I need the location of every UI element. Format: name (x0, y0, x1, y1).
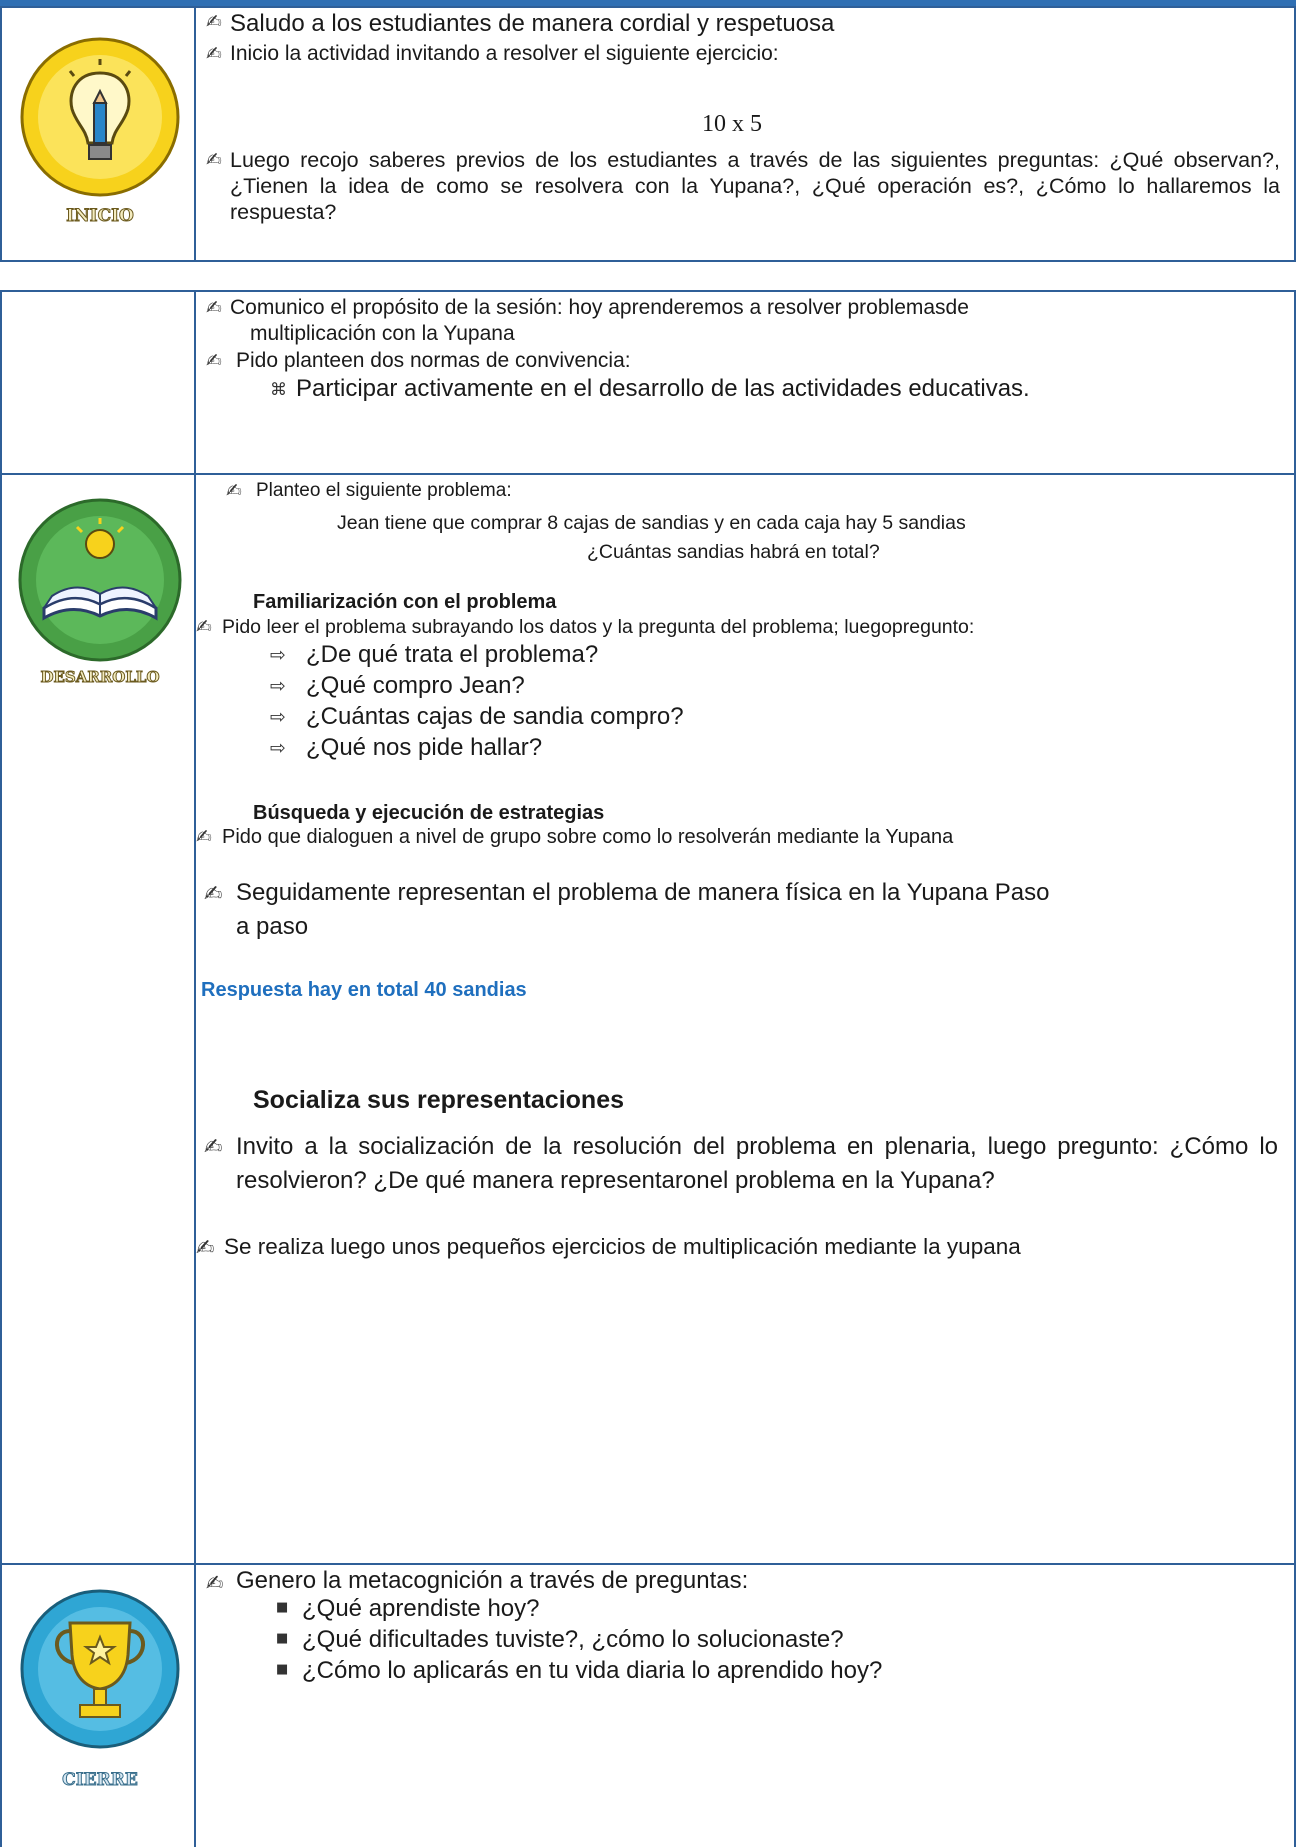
question-2: ¿Qué compro Jean? (306, 672, 525, 699)
svg-text:DESARROLLO: DESARROLLO (40, 668, 160, 684)
arrow-marker: ⇨ (270, 644, 286, 666)
question-3: ¿Cuántas cajas de sandia compro? (306, 703, 684, 730)
familiarization-title: Familiarización con el problema (253, 591, 557, 613)
strategy-dialog: Pido que dialoguen a nivel de grupo sobre como lo resolverán mediante la Yupana (222, 826, 954, 848)
inicio-greeting: Saludo a los estudiantes de manera cordial y respetuosa (230, 10, 835, 37)
pen-marker: ✍ (206, 350, 222, 372)
pen-marker: ✍ (196, 1236, 215, 1261)
square-bullet: ■ (276, 1600, 289, 1615)
pen-marker: ✍ (206, 149, 222, 171)
inicio-exercise: 10 x 5 (702, 111, 762, 137)
pen-marker: ✍ (196, 616, 212, 638)
pen-marker: ✍ (204, 882, 223, 907)
pen-marker: ✍ (204, 1135, 223, 1160)
exercises-note: Se realiza luego unos pequeños ejercicios de multiplicación mediante la yupana (224, 1234, 1021, 1259)
pen-marker: ✍ (206, 43, 222, 65)
arrow-marker: ⇨ (270, 737, 286, 759)
pen-marker: ✍ (196, 826, 212, 848)
strategy-represent-line-2: a paso (236, 913, 309, 940)
strategy-title: Búsqueda y ejecución de estrategias (253, 802, 605, 824)
strategy-represent-line-1: Seguidamente representan el problema de manera física en la Yupana Paso (236, 879, 1050, 906)
cierre-question-1: ¿Qué aprendiste hoy? (302, 1595, 540, 1622)
inicio-exercise-invite: Inicio la actividad invitando a resolver el siguiente ejercicio: (230, 42, 779, 65)
arrow-marker: ⇨ (270, 706, 286, 728)
familiarization-intro: Pido leer el problema subrayando los datos y la pregunta del problema; luegopregunto: (222, 616, 975, 638)
square-bullet: ■ (276, 1662, 289, 1677)
open-book-desarrollo-icon (14, 496, 186, 684)
question-4: ¿Qué nos pide hallar? (306, 734, 543, 761)
problem-intro: Planteo el siguiente problema: (256, 480, 512, 501)
pen-marker: ✍ (206, 1571, 224, 1595)
cierre-intro: Genero la metacognición a través de preguntas: (236, 1567, 749, 1594)
inicio-prior-knowledge: Luego recojo saberes previos de los estudiantes a través de las siguientes preguntas: ¿Qué observan?, ¿Tienen la idea de como se resolvera con la Yupana?, ¿Qué operación es?, ¿Cómo lo hallaremos la respuesta? (230, 148, 1280, 224)
purpose-line-1: Comunico el propósito de la sesión: hoy aprenderemos a resolver problemasde (230, 296, 969, 319)
question-1: ¿De qué trata el problema? (306, 641, 599, 668)
norms-intro: Pido planteen dos normas de convivencia: (236, 349, 631, 372)
pen-marker: ✍ (206, 11, 222, 33)
socialize-text: Invito a la socialización de la resolución del problema en plenaria, luego pregunto: ¿Cómo lo resolvieron? ¿De qué manera representaronel problema en la Yupana? (236, 1133, 1278, 1194)
arrow-marker: ⇨ (270, 675, 286, 697)
norm-1: Participar activamente en el desarrollo de las actividades educativas. (296, 375, 1030, 402)
purpose-line-2: multiplicación con la Yupana (250, 322, 515, 345)
problem-line-1: Jean tiene que comprar 8 cajas de sandias y en cada caja hay 5 sandias (337, 512, 966, 534)
cierre-question-2: ¿Qué dificultades tuviste?, ¿cómo lo solucionaste? (302, 1626, 844, 1653)
svg-text:CIERRE: CIERRE (62, 1770, 138, 1790)
pen-marker: ✍ (226, 480, 242, 502)
trophy-cierre-icon (16, 1585, 184, 1847)
cierre-question-3: ¿Cómo lo aplicarás en tu vida diaria lo aprendido hoy? (302, 1657, 883, 1684)
square-bullet: ■ (276, 1631, 289, 1646)
problem-line-2: ¿Cuántas sandias habrá en total? (587, 541, 880, 563)
svg-text:INICIO: INICIO (66, 206, 134, 223)
pen-marker: ✍ (206, 297, 222, 319)
socialize-title: Socializa sus representaciones (253, 1086, 625, 1114)
answer-text: Respuesta hay en total 40 sandias (201, 979, 527, 1001)
lightbulb-inicio-icon (16, 33, 184, 223)
star-marker: ⌘ (270, 380, 287, 400)
